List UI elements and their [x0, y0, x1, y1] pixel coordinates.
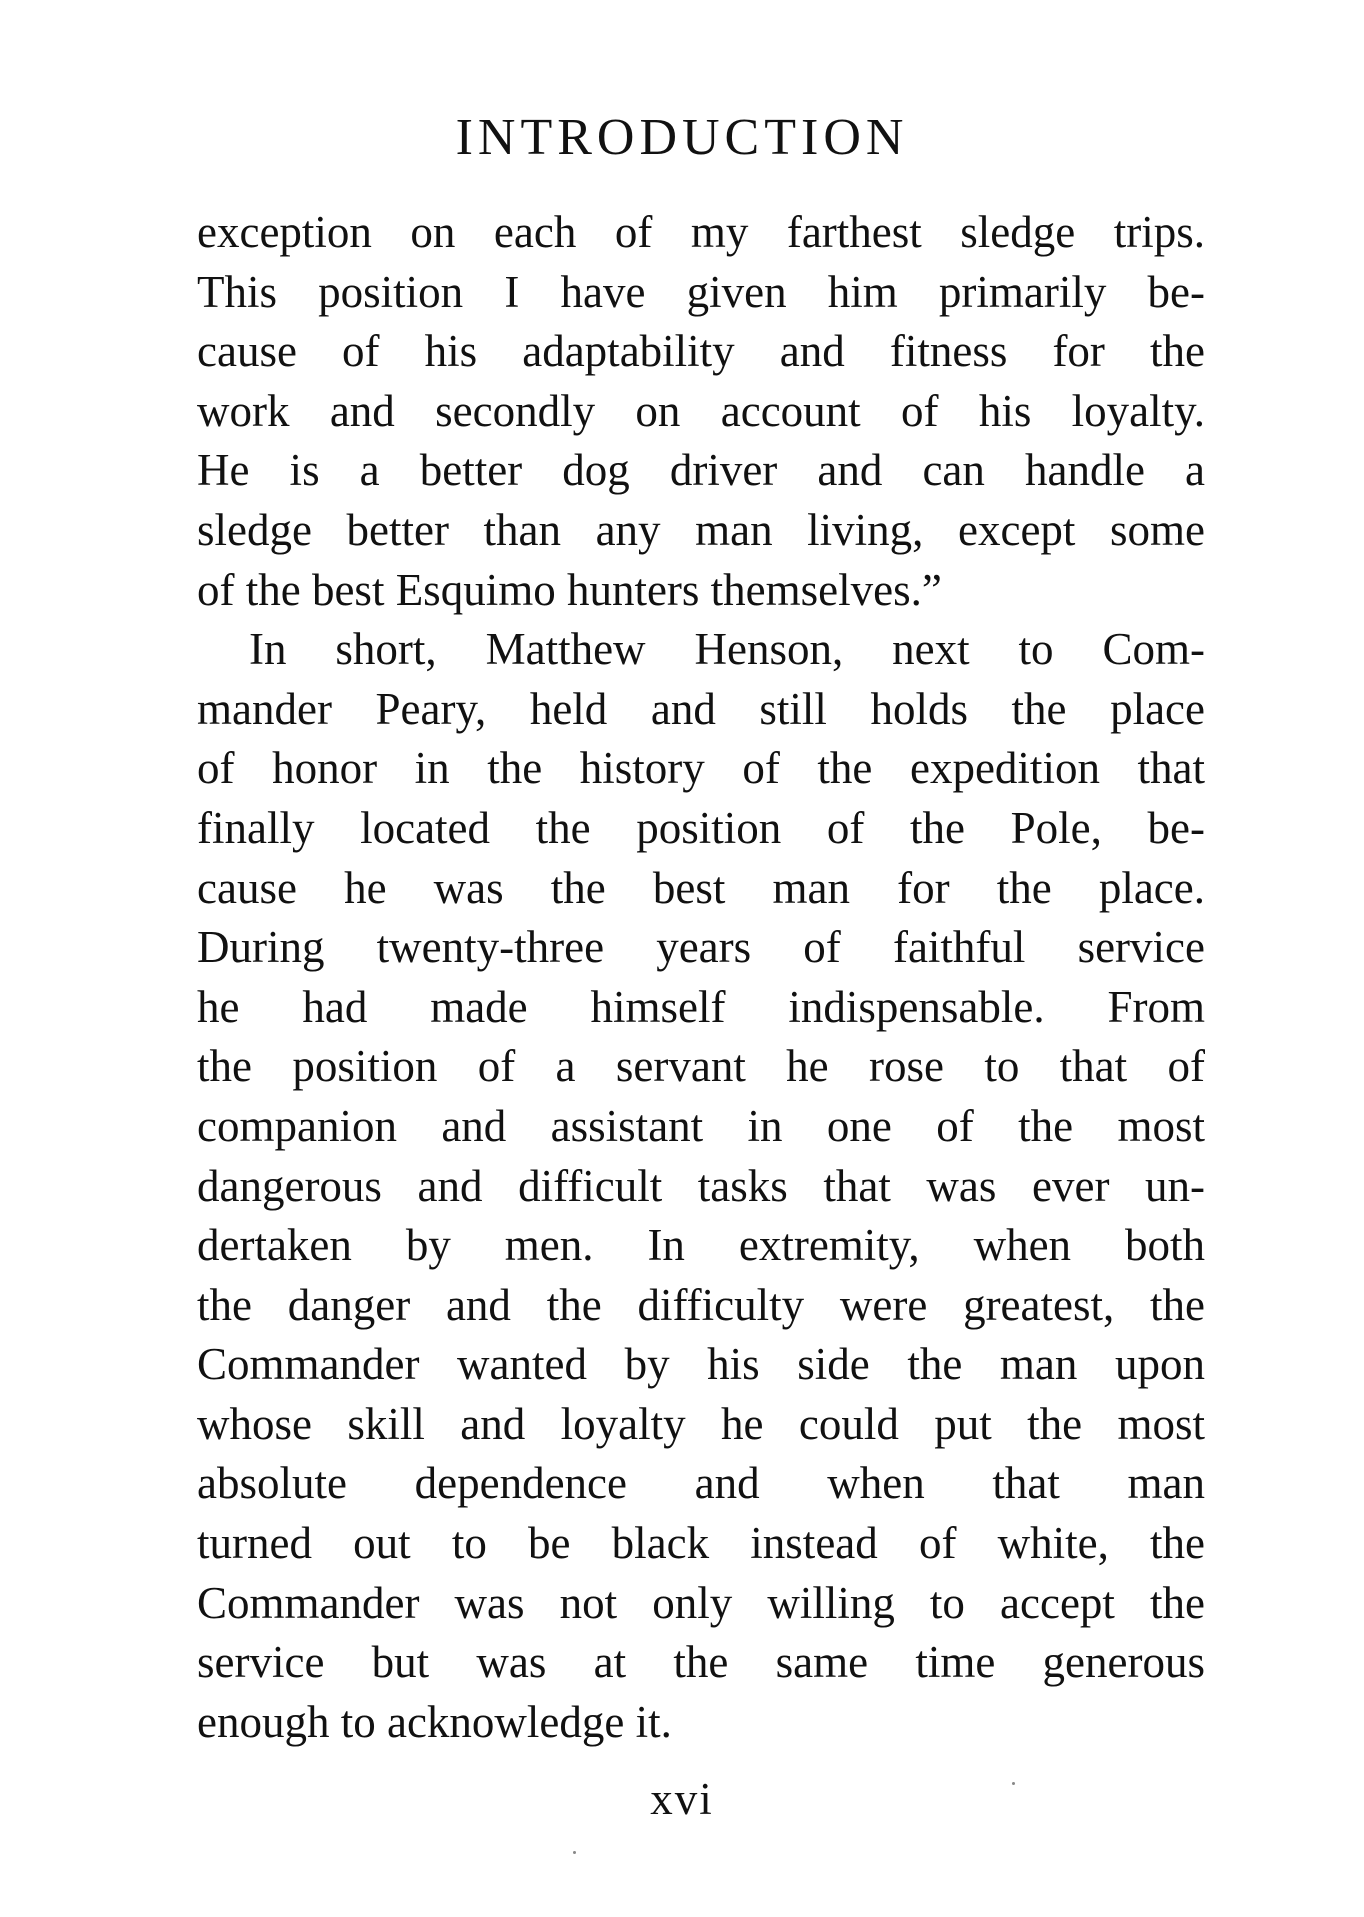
text-line: work and secondly on account of his loyalty.: [197, 385, 1205, 436]
paragraph-2: [197, 620, 1205, 1752]
paragraph-1: [197, 203, 1205, 620]
text-line: cause of his adaptability and fitness for the: [197, 326, 1205, 377]
text-line: exception on each of my farthest sledge trips.: [197, 207, 1205, 257]
text-line: cause he was the best man for the place.: [197, 862, 1205, 913]
text-line: the position of a servant he rose to that of: [197, 1041, 1205, 1092]
text-line: dertaken by men. In extremity, when both: [197, 1220, 1205, 1271]
text-line: service but was at the same time generous: [197, 1637, 1205, 1688]
text-line: turned out to be black instead of white, the: [197, 1518, 1205, 1569]
text-line: Commander was not only willing to accept the: [197, 1577, 1205, 1628]
text-line: This position I have given him primarily be-: [197, 266, 1205, 317]
text-line: sledge better than any man living, except some: [197, 504, 1205, 555]
text-line: companion and assistant in one of the most: [197, 1100, 1205, 1151]
text-line: absolute dependence and when that man: [197, 1458, 1205, 1509]
text-line: he had made himself indispensable. From: [197, 981, 1205, 1032]
paper-speck: [1012, 1782, 1015, 1785]
text-line: whose skill and loyalty he could put the most: [197, 1398, 1205, 1449]
text-line: enough to acknowledge it.: [197, 1696, 672, 1747]
running-header: INTRODUCTION: [455, 109, 909, 166]
text-line: finally located the position of the Pole, be-: [197, 802, 1205, 853]
body-text: [197, 203, 1205, 1752]
text-line: Commander wanted by his side the man upon: [197, 1339, 1205, 1390]
paper-speck: [573, 1851, 576, 1854]
page-number: xvi: [650, 1774, 714, 1824]
text-line: In short, Matthew Henson, next to Com-: [249, 624, 1205, 675]
text-line: mander Peary, held and still holds the place: [197, 683, 1205, 734]
text-line: During twenty-three years of faithful service: [197, 922, 1205, 973]
text-line: dangerous and difficult tasks that was ever un-: [197, 1160, 1205, 1211]
text-line: the danger and the difficulty were greatest, the: [197, 1279, 1205, 1330]
text-line: of honor in the history of the expedition that: [197, 743, 1205, 794]
text-line: He is a better dog driver and can handle a: [197, 445, 1205, 496]
text-line: of the best Esquimo hunters themselves.”: [197, 564, 942, 615]
